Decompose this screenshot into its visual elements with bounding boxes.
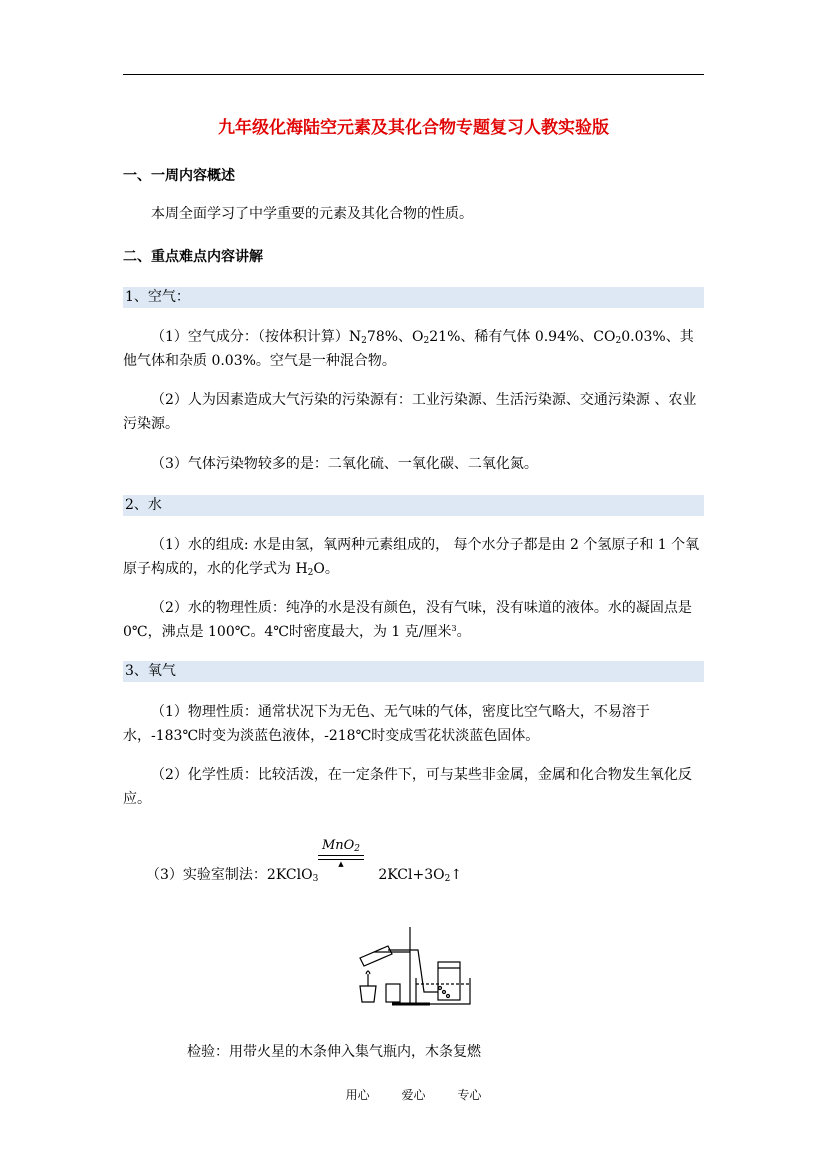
air-paragraph-1: （1）空气成分：（按体积计算）$N_278\%$、$O_221\%$、稀有气体 0.94%、$CO_20.03\%$、其他气体和杂质 0.03%。空气是一种混合物。 [123,329,694,369]
heat-symbol: ▲ [338,860,344,868]
footer-item: 用心 [345,1088,370,1102]
oxygen-apparatus-illustration [352,922,472,1012]
footer-item: 专心 [457,1088,482,1102]
water-paragraph-1: （1）水的组成: 水是由氢，氧两种元素组成的， 每个水分子都是由 2 个氢原子和 1 个氧原子构成的，水的化学式为 $H_2O$。 [123,537,700,578]
section1-text: 本周全面学习了中学重要的元素及其化合物的性质。 [151,206,473,222]
header-rule [123,74,704,75]
water-paragraph-2: （2）水的物理性质：纯净的水是没有颜色，没有气味，没有味道的液体。水的凝固点是 0℃，沸点是 100℃。4℃时密度最大，为 1 克/厘米$^3$。 [123,600,692,640]
oxygen-paragraph-2: （2）化学性质：比较活泼，在一定条件下，可与某些非金属，金属和化合物发生氧化反应。 [123,767,692,807]
oxygen-band: 3、氧气 [123,661,704,682]
air-band: 1、空气： [123,287,704,308]
water-band: 2、水 [123,495,704,516]
footer-item: 爱心 [401,1088,426,1102]
reaction-condition [318,838,364,868]
oxygen-check-text: 检验：用带火星的木条伸入集气瓶内，木条复燃 [187,1044,481,1060]
page-title: 九年级化海陆空元素及其化合物专题复习人教实验版 [218,118,609,138]
air-paragraph-2: （2）人为因素造成大气污染的污染源有：工业污染源、生活污染源、交通污染源 、农业污染源。 [123,392,697,432]
section2-heading: 二、重点难点内容讲解 [123,249,263,265]
oxygen-paragraph-1: （1）物理性质：通常状况下为无色、无气味的气体，密度比空气略大，不易溶于水，-183℃时变为淡蓝色液体，-218℃时变成雪花状淡蓝色固体。 [123,704,650,744]
catalyst-label: MnO$_2$ [321,838,361,854]
air-paragraph-3: （3）气体污染物较多的是：二氧化硫、一氧化碳、二氧化氮。 [151,456,538,472]
page-footer [0,1086,827,1103]
section1-heading: 一、一周内容概述 [123,168,235,184]
lab-preparation-equation: （3）实验室制法：2KClO$_3$ $2KCl+3O_2↑$ [146,867,463,884]
